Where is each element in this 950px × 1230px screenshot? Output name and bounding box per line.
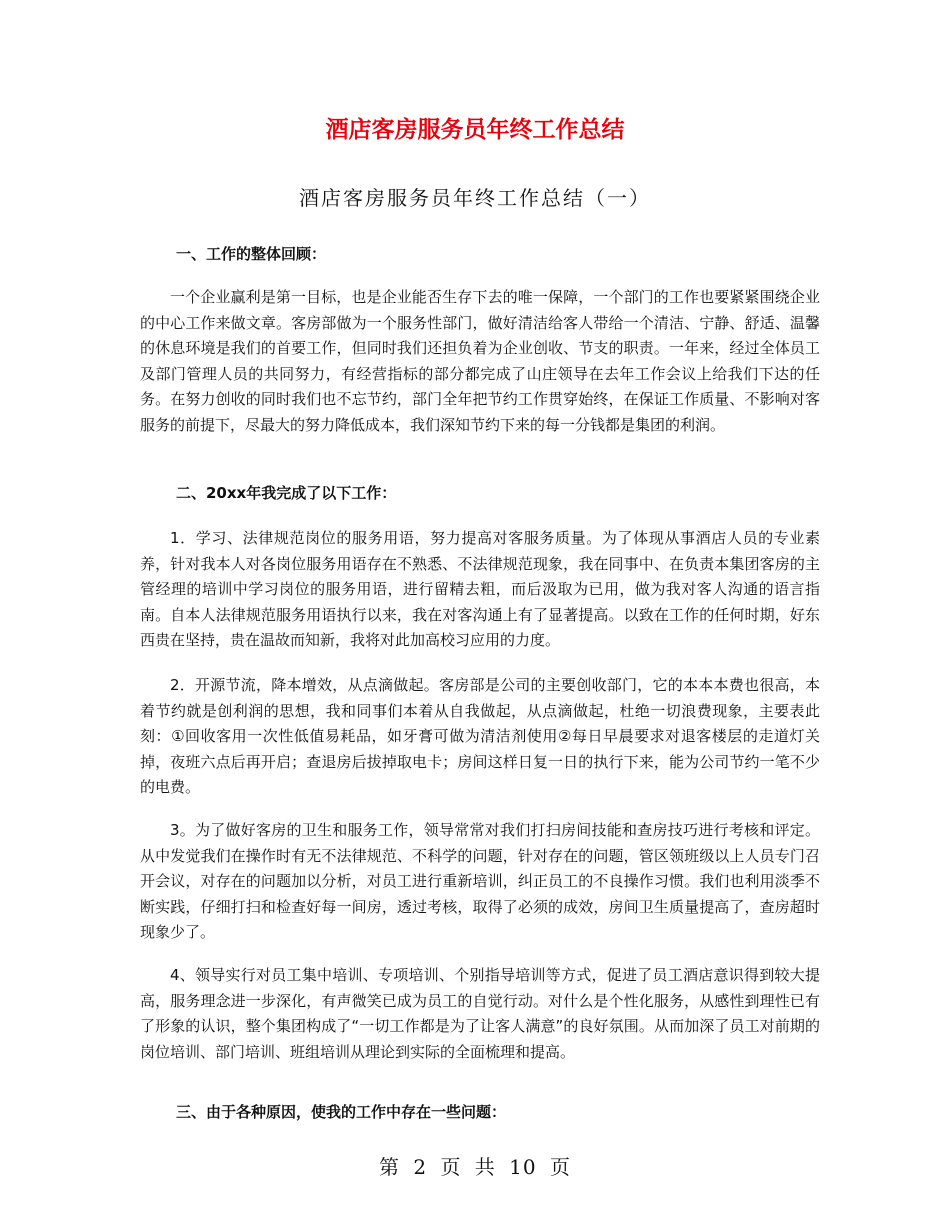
paragraph-item-2: 2．开源节流，降本增效，从点滴做起。客房部是公司的主要创收部门，它的本本本费也很高，本着节约就是创利润的思想，我和同事们本着从自我做起，从点滴做起，杜绝一切浪费现象，主要表此刻：①回收客用一次性低值易耗品，如牙膏可做为清洁剂使用②每日早晨要求对退客楼层的走道灯关掉，夜班六点后再开启；查退房后拔掉取电卡；房间这样日复一日的执行下来，能为公司节约一笔不少的电费。 [140,676,820,797]
document-subtitle: 酒店客房服务员年终工作总结（一） [299,186,651,210]
paragraph-item-1: 1．学习、法律规范岗位的服务用语，努力提高对客服务质量。为了体现从事酒店人员的专业素养，针对我本人对各岗位服务用语存在不熟悉、不法律规范现象，我在同事中、在负责本集团客房的主管经理的培训中学习岗位的服务用语，进行留精去粗，而后汲取为已用，做为我对客人沟通的语言指南。自本人法律规范服务用语执行以来，我在对客沟通上有了显著提高。以致在工作的任何时期，好东西贵在坚持，贵在温故而知新，我将对此加高校习应用的力度。 [140,529,820,650]
section-heading-overview: 一、工作的整体回顾： [176,245,327,263]
section-heading-problems: 三、由于各种原因，使我的工作中存在一些问题： [176,1103,507,1121]
paragraph-item-3: 3。为了做好客房的卫生和服务工作，领导常常对我们打扫房间技能和查房技巧进行考核和评定。从中发觉我们在操作时有无不法律规范、不科学的问题，针对存在的问题，管区领班级以上人员专门召开会议，对存在的问题加以分析，对员工进行重新培训，纠正员工的不良操作习惯。我们也利用淡季不断实践，仔细打扫和检查好每一间房，透过考核，取得了必须的成效，房间卫生质量提高了，查房超时现象少了。 [140,821,820,942]
paragraph-overview: 一个企业赢利是第一目标，也是企业能否生存下去的唯一保障，一个部门的工作也要紧紧围绕企业的中心工作来做文章。客房部做为一个服务性部门，做好清洁给客人带给一个清洁、宁静、舒适、温馨的休息环境是我们的首要工作，但同时我们还担负着为企业创收、节支的职责。一年来，经过全体员工及部门管理人员的共同努力，有经营指标的部分都完成了山庄领导在去年工作会议上给我们下达的任务。在努力创收的同时我们也不忘节约，部门全年把节约工作贯穿始终，在保证工作质量、不影响对客服务的前提下，尽最大的努力降低成本，我们深知节约下来的每一分钱都是集团的利润。 [140,288,820,434]
section-heading-completed-work: 二、20xx年我完成了以下工作： [176,484,397,502]
paragraph-item-4: 4、领导实行对员工集中培训、专项培训、个别指导培训等方式，促进了员工酒店意识得到较大提高，服务理念进一步深化，有声微笑已成为员工的自觉行动。对什么是个性化服务，从感性到理性已有了形象的认识，整个集团构成了“一切工作都是为了让客人满意”的良好氛围。从而加深了员工对前期的岗位培训、部门培训、班组培训从理论到实际的全面梳理和提高。 [140,966,820,1061]
page-number-footer: 第 2 页 共 10 页 [379,1155,571,1179]
document-title: 酒店客房服务员年终工作总结 [325,117,625,143]
